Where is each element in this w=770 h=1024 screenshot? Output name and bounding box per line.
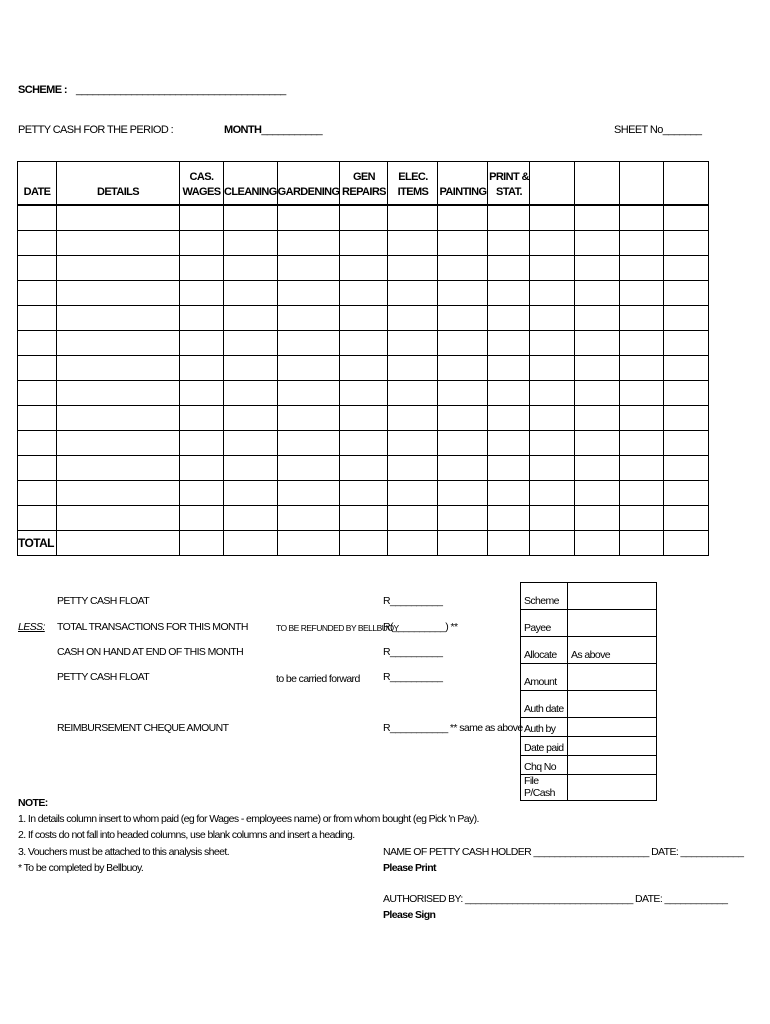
table-cell[interactable] — [620, 331, 664, 356]
column-header — [620, 162, 664, 206]
voucher-label: Chq No — [521, 756, 568, 775]
reimbursement-label: REIMBURSEMENT CHEQUE AMOUNT — [57, 722, 229, 734]
table-row — [18, 381, 709, 406]
table-cell[interactable] — [488, 506, 530, 531]
table-row — [18, 231, 709, 256]
table-cell[interactable] — [664, 356, 709, 381]
column-header — [18, 162, 57, 206]
column-header-line1: ELEC. — [398, 171, 428, 183]
table-cell[interactable] — [664, 481, 709, 506]
table-cell[interactable] — [620, 256, 664, 281]
column-header-line2: DETAILS — [96, 186, 140, 198]
voucher-row — [521, 583, 657, 610]
total-cell[interactable] — [180, 531, 224, 556]
table-cell[interactable] — [664, 281, 709, 306]
sheet-no-field[interactable]: _______ — [662, 124, 702, 136]
table-cell[interactable] — [388, 331, 438, 356]
table-cell[interactable] — [340, 306, 388, 331]
voucher-label: Allocate — [521, 637, 568, 664]
voucher-row — [521, 664, 657, 691]
column-header-line2: REPAIRS — [342, 186, 386, 198]
please-print-label: Please Print — [383, 862, 436, 874]
table-cell[interactable] — [488, 456, 530, 481]
table-cell[interactable] — [664, 456, 709, 481]
table-cell[interactable] — [180, 381, 224, 406]
table-cell[interactable] — [277, 281, 340, 306]
voucher-value[interactable] — [568, 691, 657, 718]
column-header-line1 — [664, 185, 708, 200]
table-cell[interactable] — [575, 306, 620, 331]
voucher-row — [521, 637, 657, 664]
table-cell[interactable] — [530, 331, 575, 356]
total-transactions-label: TOTAL TRANSACTIONS FOR THIS MONTH — [57, 621, 248, 633]
table-cell[interactable] — [620, 506, 664, 531]
petty-cash-grid — [17, 161, 709, 556]
table-cell[interactable] — [277, 356, 340, 381]
table-cell[interactable] — [620, 231, 664, 256]
table-cell[interactable] — [57, 431, 180, 456]
table-cell[interactable] — [388, 281, 438, 306]
table-cell[interactable] — [388, 205, 438, 231]
table-cell[interactable] — [530, 381, 575, 406]
table-cell[interactable] — [57, 281, 180, 306]
table-cell[interactable] — [180, 356, 224, 381]
table-cell[interactable] — [57, 481, 180, 506]
table-row — [18, 456, 709, 481]
sheet-no-label: SHEET No — [614, 124, 663, 136]
table-cell[interactable] — [277, 331, 340, 356]
total-cell[interactable] — [664, 531, 709, 556]
table-cell[interactable] — [18, 205, 57, 231]
table-row — [18, 256, 709, 281]
total-transactions-field[interactable]: R(__________) ** — [383, 621, 458, 633]
petty-cash-float-label: PETTY CASH FLOAT — [57, 595, 150, 607]
table-cell[interactable] — [488, 431, 530, 456]
voucher-value[interactable] — [568, 583, 657, 610]
table-cell[interactable] — [224, 381, 278, 406]
table-cell[interactable] — [530, 481, 575, 506]
table-cell[interactable] — [340, 381, 388, 406]
total-cell[interactable] — [388, 531, 438, 556]
table-cell[interactable] — [388, 506, 438, 531]
period-label: PETTY CASH FOR THE PERIOD : — [18, 124, 174, 136]
table-row — [18, 306, 709, 331]
voucher-label: Date paid — [521, 737, 568, 756]
table-cell[interactable] — [277, 456, 340, 481]
voucher-box — [520, 582, 657, 801]
column-header — [388, 162, 438, 206]
voucher-value[interactable] — [568, 718, 657, 737]
voucher-value[interactable] — [568, 610, 657, 637]
table-cell[interactable] — [575, 506, 620, 531]
table-cell[interactable] — [224, 406, 278, 431]
table-cell[interactable] — [340, 205, 388, 231]
table-cell[interactable] — [340, 481, 388, 506]
column-header — [57, 162, 180, 206]
table-cell[interactable] — [438, 331, 488, 356]
table-row — [18, 481, 709, 506]
cash-on-hand-field[interactable]: R__________ — [383, 646, 443, 658]
table-cell[interactable] — [57, 381, 180, 406]
table-cell[interactable] — [488, 281, 530, 306]
column-header-line2: GARDENING — [277, 186, 340, 198]
table-cell[interactable] — [438, 481, 488, 506]
total-cell[interactable] — [224, 531, 278, 556]
column-header — [224, 162, 278, 206]
column-header-line1 — [278, 170, 340, 185]
table-cell[interactable] — [18, 281, 57, 306]
refunded-label: TO BE REFUNDED BY BELLBUOY — [276, 623, 399, 633]
table-cell[interactable] — [180, 231, 224, 256]
column-header-line1 — [57, 170, 179, 185]
table-cell[interactable] — [388, 431, 438, 456]
table-cell[interactable] — [488, 231, 530, 256]
table-cell[interactable] — [388, 231, 438, 256]
table-cell[interactable] — [664, 406, 709, 431]
voucher-value[interactable] — [568, 737, 657, 756]
table-cell[interactable] — [57, 506, 180, 531]
table-cell[interactable] — [575, 431, 620, 456]
total-cell[interactable] — [575, 531, 620, 556]
reimbursement-field[interactable]: R___________ ** same as above — [383, 722, 523, 734]
table-cell[interactable] — [277, 306, 340, 331]
voucher-value[interactable] — [568, 756, 657, 775]
table-cell[interactable] — [277, 406, 340, 431]
table-row — [18, 431, 709, 456]
petty-cash-float-2-label: PETTY CASH FLOAT — [57, 671, 150, 683]
column-header-line1: CAS. — [189, 171, 214, 183]
voucher-row — [521, 737, 657, 756]
table-cell[interactable] — [180, 331, 224, 356]
table-cell[interactable] — [664, 506, 709, 531]
column-header-line2: DATE — [23, 186, 51, 198]
table-cell[interactable] — [18, 431, 57, 456]
table-cell[interactable] — [488, 306, 530, 331]
column-header-line2: CLEANING — [224, 186, 277, 198]
table-cell[interactable] — [277, 431, 340, 456]
column-header — [530, 162, 575, 206]
table-cell[interactable] — [388, 406, 438, 431]
column-header-line1 — [18, 170, 56, 185]
scheme-label: SCHEME : — [18, 84, 67, 96]
table-cell[interactable] — [575, 231, 620, 256]
table-cell[interactable] — [180, 506, 224, 531]
table-cell[interactable] — [438, 431, 488, 456]
table-row — [18, 406, 709, 431]
table-cell[interactable] — [620, 381, 664, 406]
table-cell[interactable] — [620, 431, 664, 456]
table-cell[interactable] — [620, 406, 664, 431]
month-field-group[interactable] — [224, 124, 322, 136]
table-cell[interactable] — [57, 306, 180, 331]
column-header — [438, 162, 488, 206]
table-cell[interactable] — [18, 256, 57, 281]
table-cell[interactable] — [224, 506, 278, 531]
table-cell[interactable] — [57, 456, 180, 481]
table-cell[interactable] — [438, 381, 488, 406]
table-cell[interactable] — [277, 256, 340, 281]
table-cell[interactable] — [530, 256, 575, 281]
table-cell[interactable] — [277, 205, 340, 231]
month-field[interactable]: ___________ — [261, 124, 323, 136]
table-cell[interactable] — [530, 231, 575, 256]
scheme-field[interactable]: ______________________________________ — [76, 84, 286, 96]
table-cell[interactable] — [575, 205, 620, 231]
table-cell[interactable] — [57, 256, 180, 281]
table-cell[interactable] — [224, 231, 278, 256]
table-cell[interactable] — [388, 381, 438, 406]
table-cell[interactable] — [530, 506, 575, 531]
table-cell[interactable] — [438, 256, 488, 281]
total-cell[interactable] — [530, 531, 575, 556]
table-cell[interactable] — [438, 406, 488, 431]
voucher-row — [521, 610, 657, 637]
table-cell[interactable] — [224, 205, 278, 231]
voucher-value[interactable] — [568, 664, 657, 691]
table-cell[interactable] — [224, 281, 278, 306]
table-cell[interactable] — [664, 306, 709, 331]
table-cell[interactable] — [620, 205, 664, 231]
table-cell[interactable] — [438, 231, 488, 256]
table-cell[interactable] — [438, 306, 488, 331]
table-cell[interactable] — [224, 431, 278, 456]
voucher-label: Scheme — [521, 583, 568, 610]
voucher-label: Amount — [521, 664, 568, 691]
petty-cash-float-2-field[interactable]: R__________ — [383, 671, 443, 683]
table-cell[interactable] — [664, 381, 709, 406]
voucher-value[interactable]: As above — [568, 637, 657, 664]
table-row — [18, 506, 709, 531]
table-row — [18, 331, 709, 356]
table-cell[interactable] — [180, 205, 224, 231]
column-header-line2: STAT. — [496, 186, 522, 198]
table-cell[interactable] — [180, 456, 224, 481]
total-cell[interactable] — [340, 531, 388, 556]
column-header — [340, 162, 388, 206]
table-cell[interactable] — [438, 205, 488, 231]
table-cell[interactable] — [530, 306, 575, 331]
table-cell[interactable] — [277, 231, 340, 256]
table-cell[interactable] — [340, 431, 388, 456]
table-cell[interactable] — [180, 481, 224, 506]
please-sign-label: Please Sign — [383, 909, 436, 921]
table-cell[interactable] — [224, 306, 278, 331]
sheet-no-group[interactable] — [614, 124, 701, 136]
table-cell[interactable] — [277, 506, 340, 531]
table-cell[interactable] — [340, 356, 388, 381]
table-cell[interactable] — [620, 356, 664, 381]
table-cell[interactable] — [224, 456, 278, 481]
table-cell[interactable] — [575, 456, 620, 481]
table-cell[interactable] — [664, 205, 709, 231]
table-cell[interactable] — [620, 481, 664, 506]
table-cell[interactable] — [438, 356, 488, 381]
table-cell[interactable] — [620, 306, 664, 331]
table-cell[interactable] — [530, 281, 575, 306]
column-header-line2: PAINTING — [439, 186, 487, 198]
month-label: MONTH — [224, 124, 262, 136]
table-row — [18, 205, 709, 231]
column-header-line1: GEN — [352, 171, 375, 183]
table-cell[interactable] — [664, 256, 709, 281]
table-cell[interactable] — [575, 406, 620, 431]
voucher-row — [521, 775, 657, 801]
table-cell[interactable] — [388, 481, 438, 506]
table-cell[interactable] — [180, 281, 224, 306]
table-cell[interactable] — [530, 205, 575, 231]
cash-on-hand-label: CASH ON HAND AT END OF THIS MONTH — [57, 646, 244, 658]
table-cell[interactable] — [340, 331, 388, 356]
note-line-3: 3. Vouchers must be attached to this analysis sheet. — [18, 846, 230, 858]
table-cell[interactable] — [664, 331, 709, 356]
table-cell[interactable] — [488, 481, 530, 506]
voucher-row — [521, 718, 657, 737]
table-cell[interactable] — [18, 356, 57, 381]
table-cell[interactable] — [388, 306, 438, 331]
table-cell[interactable] — [620, 281, 664, 306]
table-cell[interactable] — [488, 205, 530, 231]
total-cell[interactable] — [488, 531, 530, 556]
table-cell[interactable] — [180, 306, 224, 331]
table-cell[interactable] — [438, 456, 488, 481]
table-cell[interactable] — [340, 406, 388, 431]
total-cell[interactable] — [620, 531, 664, 556]
table-cell[interactable] — [18, 331, 57, 356]
column-header-line1 — [224, 170, 277, 185]
table-row — [18, 281, 709, 306]
petty-cash-float-field[interactable]: R__________ — [383, 595, 443, 607]
table-row — [18, 356, 709, 381]
table-cell[interactable] — [18, 231, 57, 256]
note-line-4: * To be completed by Bellbuoy. — [18, 862, 144, 874]
table-cell[interactable] — [530, 456, 575, 481]
table-cell[interactable] — [57, 231, 180, 256]
table-cell[interactable] — [277, 381, 340, 406]
table-cell[interactable] — [488, 381, 530, 406]
table-cell[interactable] — [277, 481, 340, 506]
table-cell[interactable] — [620, 456, 664, 481]
table-cell[interactable] — [18, 506, 57, 531]
carried-forward-label: to be carried forward — [276, 673, 360, 685]
table-cell[interactable] — [340, 256, 388, 281]
total-cell[interactable] — [57, 531, 180, 556]
column-header-line2: ITEMS — [397, 186, 429, 198]
table-cell[interactable] — [224, 481, 278, 506]
table-cell[interactable] — [18, 381, 57, 406]
voucher-label: Auth by — [521, 718, 568, 737]
table-cell[interactable] — [340, 506, 388, 531]
voucher-row — [521, 691, 657, 718]
total-row — [18, 531, 709, 556]
voucher-label: File P/Cash — [521, 775, 568, 801]
notes-title: NOTE: — [18, 797, 48, 809]
table-cell[interactable] — [575, 356, 620, 381]
table-cell[interactable] — [664, 431, 709, 456]
table-cell[interactable] — [488, 331, 530, 356]
voucher-label: Auth date — [521, 691, 568, 718]
table-cell[interactable] — [388, 356, 438, 381]
note-line-2: 2. If costs do not fall into headed columns, use blank columns and insert a heading. — [18, 829, 355, 841]
table-cell[interactable] — [18, 481, 57, 506]
table-cell[interactable] — [575, 481, 620, 506]
column-header-line2: WAGES — [182, 186, 221, 198]
table-cell[interactable] — [575, 381, 620, 406]
table-cell[interactable] — [488, 256, 530, 281]
header-row — [18, 162, 709, 206]
table-cell[interactable] — [488, 356, 530, 381]
table-cell[interactable] — [180, 406, 224, 431]
column-header — [180, 162, 224, 206]
total-cell[interactable] — [438, 531, 488, 556]
column-header-line1 — [620, 185, 663, 200]
table-cell[interactable] — [575, 256, 620, 281]
total-cell[interactable] — [277, 531, 340, 556]
table-cell[interactable] — [530, 431, 575, 456]
table-cell[interactable] — [340, 231, 388, 256]
table-cell[interactable] — [575, 281, 620, 306]
voucher-label: Payee — [521, 610, 568, 637]
column-header — [575, 162, 620, 206]
column-header-line1 — [575, 185, 619, 200]
column-header-line1 — [438, 170, 487, 185]
table-cell[interactable] — [530, 356, 575, 381]
column-header — [488, 162, 530, 206]
table-cell[interactable] — [438, 506, 488, 531]
table-cell[interactable] — [664, 231, 709, 256]
table-cell[interactable] — [340, 456, 388, 481]
note-line-1: 1. In details column insert to whom paid (eg for Wages - employees name) or from whom bought (eg Pick 'n Pay). — [18, 813, 479, 825]
column-header — [664, 162, 709, 206]
table-cell[interactable] — [18, 456, 57, 481]
total-label: TOTAL — [18, 531, 57, 556]
table-cell[interactable] — [180, 431, 224, 456]
table-cell[interactable] — [18, 406, 57, 431]
voucher-row — [521, 756, 657, 775]
table-cell[interactable] — [224, 256, 278, 281]
column-header — [277, 162, 340, 206]
table-cell[interactable] — [57, 331, 180, 356]
authorised-by-field[interactable]: AUTHORISED BY: ________________________________ DATE: ____________ — [383, 893, 728, 905]
table-cell[interactable] — [488, 406, 530, 431]
table-cell[interactable] — [224, 331, 278, 356]
table-cell[interactable] — [340, 281, 388, 306]
table-cell[interactable] — [180, 256, 224, 281]
voucher-value[interactable] — [568, 775, 657, 801]
table-cell[interactable] — [530, 406, 575, 431]
table-cell[interactable] — [438, 281, 488, 306]
table-cell[interactable] — [57, 205, 180, 231]
table-cell[interactable] — [57, 406, 180, 431]
column-header-line1: PRINT & — [489, 171, 529, 183]
petty-cash-holder-field[interactable]: NAME OF PETTY CASH HOLDER ______________________ DATE: ____________ — [383, 846, 744, 858]
table-cell[interactable] — [388, 456, 438, 481]
table-cell[interactable] — [388, 256, 438, 281]
less-label: LESS: — [18, 621, 45, 633]
table-cell[interactable] — [575, 331, 620, 356]
table-cell[interactable] — [57, 356, 180, 381]
column-header-line1 — [530, 185, 574, 200]
table-cell[interactable] — [224, 356, 278, 381]
table-cell[interactable] — [18, 306, 57, 331]
